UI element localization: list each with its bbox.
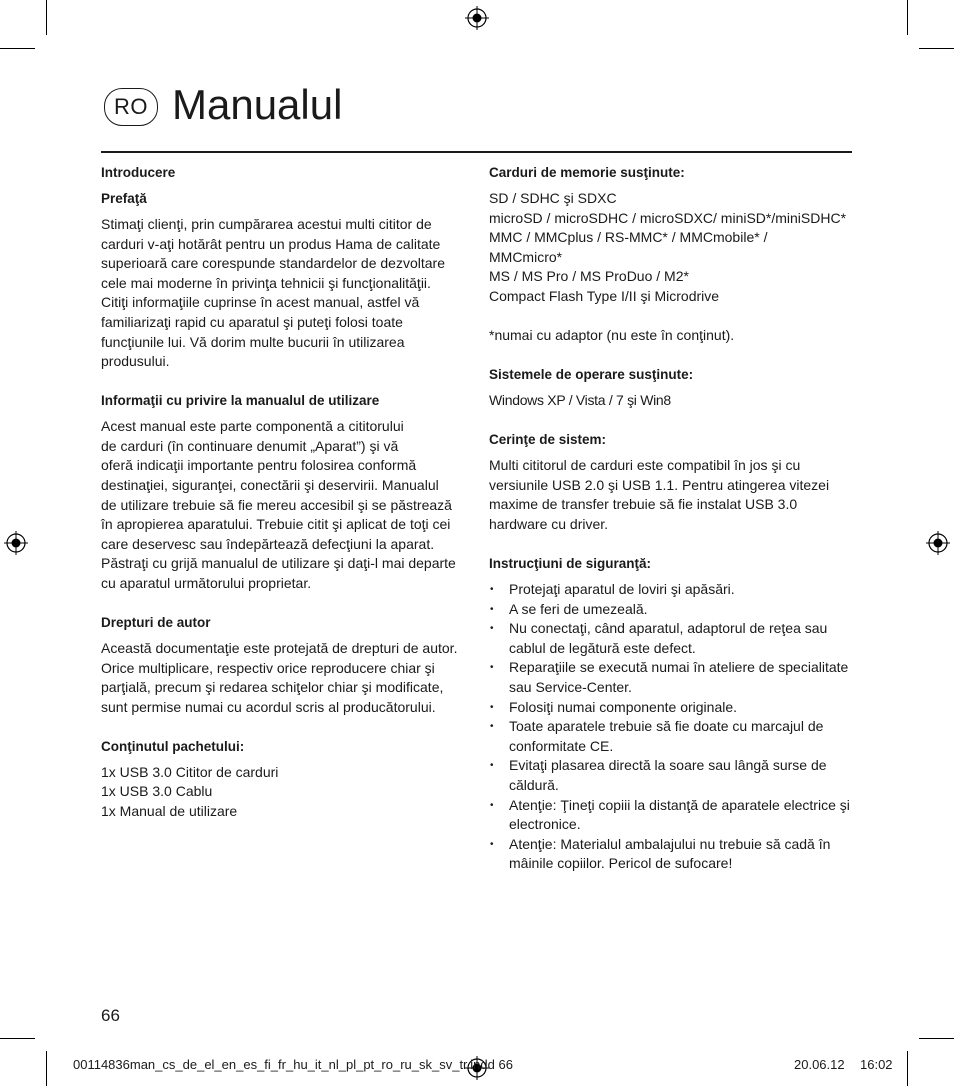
text-line: produsului. bbox=[101, 353, 170, 370]
list-item: • Atenţie: Materialul ambalajului nu trebuie să cadă în mâinile copiilor. Pericol de sufocare! bbox=[489, 835, 854, 874]
crop-mark bbox=[907, 1051, 908, 1086]
requirements-text bbox=[489, 456, 854, 534]
list-item: • Reparaţiile se execută numai în ateliere de specialitate sau Service-Center. bbox=[489, 658, 854, 697]
text-line: Citiţi informaţiile cuprinse în acest manual, astfel vă bbox=[101, 294, 420, 311]
list-item: • Atenţie: Ţineţi copiii la distanţă de aparatele electrice şi electronice. bbox=[489, 796, 854, 835]
crop-mark bbox=[919, 1038, 954, 1039]
list-item: • Nu conectaţi, când aparatul, adaptorul de reţea sau cablul de legătură este defect. bbox=[489, 619, 854, 658]
package-item: 1x Manual de utilizare bbox=[101, 803, 238, 820]
text-line: oferă indicaţii importante pentru folosirea conformă bbox=[101, 457, 417, 474]
text-line: de utilizare trebuie să fie mereu accesibil şi se păstrează bbox=[101, 496, 452, 513]
list-item: • Evitaţi plasarea directă la soare sau lângă surse de căldură. bbox=[489, 756, 854, 795]
page-number: 66 bbox=[101, 1006, 120, 1025]
footer-filename: 00114836man_cs_de_el_en_es_fi_fr_hu_it_nl_pl_pt_ro_ru_sk_sv_tr.indd 66 bbox=[73, 1057, 513, 1072]
text-line: sunt permise numai cu acordul scris al producătorului. bbox=[101, 698, 436, 715]
intro-heading: Introducere bbox=[101, 165, 176, 180]
registration-mark-icon bbox=[4, 531, 28, 555]
text-line: Acest manual este parte componentă a cititorului bbox=[101, 418, 404, 435]
preface-heading: Prefaţă bbox=[101, 190, 147, 206]
text-line: hardware cu driver. bbox=[489, 515, 609, 532]
copyright-heading: Drepturi de autor bbox=[101, 615, 211, 631]
text-line: MMCmicro* bbox=[489, 248, 563, 265]
text-line: funcţiunile lui. Vă dorim multe bucurii în utilizarea bbox=[101, 333, 405, 350]
list-item: • Toate aparatele trebuie să fie doate cu marcajul de conformitate CE. bbox=[489, 717, 854, 756]
text-line: cu aparatul următorului proprietar. bbox=[101, 574, 312, 591]
registration-mark-icon bbox=[465, 6, 489, 30]
left-column bbox=[101, 163, 471, 822]
crop-mark bbox=[46, 1051, 47, 1086]
package-list bbox=[101, 763, 471, 822]
header-rule bbox=[101, 151, 852, 153]
text-line: Orice multiplicare, respectiv orice reproducere chiar şi bbox=[101, 659, 435, 676]
footer-date: 20.06.12 bbox=[794, 1057, 845, 1072]
text-line: cele mai moderne în privinţa tehnicii şi funcţionalităţii. bbox=[101, 274, 431, 291]
crop-mark bbox=[907, 0, 908, 35]
text-line: MS / MS Pro / MS ProDuo / M2* bbox=[489, 268, 689, 285]
text-line: versiunile USB 2.0 şi USB 1.1. Pentru atingerea vitezei bbox=[489, 476, 830, 493]
text-line: care deservesc sau îndepărtează defecţiuni la aparat. bbox=[101, 535, 435, 552]
requirements-heading: Cerinţe de sistem: bbox=[489, 432, 607, 448]
safety-list bbox=[489, 580, 854, 874]
crop-mark bbox=[0, 1038, 35, 1039]
text-line: maxime de transfer trebuie să fie instalat USB 3.0 bbox=[489, 496, 798, 513]
cards-list bbox=[489, 189, 854, 307]
list-item: • A se feri de umezeală. bbox=[489, 600, 854, 620]
preface-text bbox=[101, 215, 471, 372]
manual-heading: Informaţii cu privire la manualul de utilizare bbox=[101, 393, 380, 409]
page-title: Manualul bbox=[172, 81, 343, 128]
text-line: de carduri (în continuare denumit „Aparat”) şi vă bbox=[101, 437, 399, 454]
package-heading: Conţinutul pachetului: bbox=[101, 738, 245, 754]
text-line: Păstraţi cu grijă manualul de utilizare şi daţi-l mai departe bbox=[101, 555, 456, 572]
text-line: Multi cititorul de carduri este compatibil în jos şi cu bbox=[489, 457, 801, 474]
cards-note: *numai cu adaptor (nu este în conţinut). bbox=[489, 327, 735, 344]
safety-heading: Instrucţiuni de siguranţă: bbox=[489, 556, 652, 572]
language-badge: RO bbox=[104, 88, 158, 126]
list-item: • Folosiţi numai componente originale. bbox=[489, 698, 854, 718]
os-text: Windows XP / Vista / 7 şi Win8 bbox=[489, 392, 671, 409]
text-line: în apropierea aparatului. Trebuie citit şi aplicat de toţi cei bbox=[101, 516, 451, 533]
text-line: parţială, precum şi redarea schiţelor chiar şi modificate, bbox=[101, 679, 444, 696]
crop-mark bbox=[46, 0, 47, 35]
package-item: 1x USB 3.0 Cablu bbox=[101, 783, 213, 800]
footer-time: 16:02 bbox=[860, 1057, 893, 1072]
list-item: • Protejaţi aparatul de loviri şi apăsări. bbox=[489, 580, 854, 600]
text-line: superioară care corespunde standardelor de dezvoltare bbox=[101, 255, 445, 272]
text-line: Această documentaţie este protejată de drepturi de autor. bbox=[101, 640, 458, 657]
copyright-text bbox=[101, 639, 471, 717]
manual-text bbox=[101, 417, 471, 593]
text-line: SD / SDHC şi SDXC bbox=[489, 189, 617, 206]
os-heading: Sistemele de operare susţinute: bbox=[489, 367, 694, 383]
text-line: MMC / MMCplus / RS-MMC* / MMCmobile* / bbox=[489, 229, 768, 246]
crop-mark bbox=[0, 48, 35, 49]
right-column bbox=[489, 163, 854, 874]
package-item: 1x USB 3.0 Cititor de carduri bbox=[101, 763, 279, 780]
text-line: familiarizaţi rapid cu aparatul şi puteţi folosi toate bbox=[101, 313, 403, 330]
cards-heading: Carduri de memorie susţinute: bbox=[489, 165, 685, 180]
text-line: destinaţiei, siguranţei, conectării şi deservirii. Manualul bbox=[101, 476, 439, 493]
registration-mark-icon bbox=[926, 531, 950, 555]
text-line: Compact Flash Type I/II şi Microdrive bbox=[489, 287, 720, 304]
text-line: microSD / microSDHC / microSDXC/ miniSD*/miniSDHC* bbox=[489, 209, 847, 226]
text-line: Stimaţi clienţi, prin cumpărarea acestui multi cititor de bbox=[101, 215, 432, 232]
text-line: carduri v-aţi hotărât pentru un produs Hama de calitate bbox=[101, 235, 441, 252]
crop-mark bbox=[919, 48, 954, 49]
